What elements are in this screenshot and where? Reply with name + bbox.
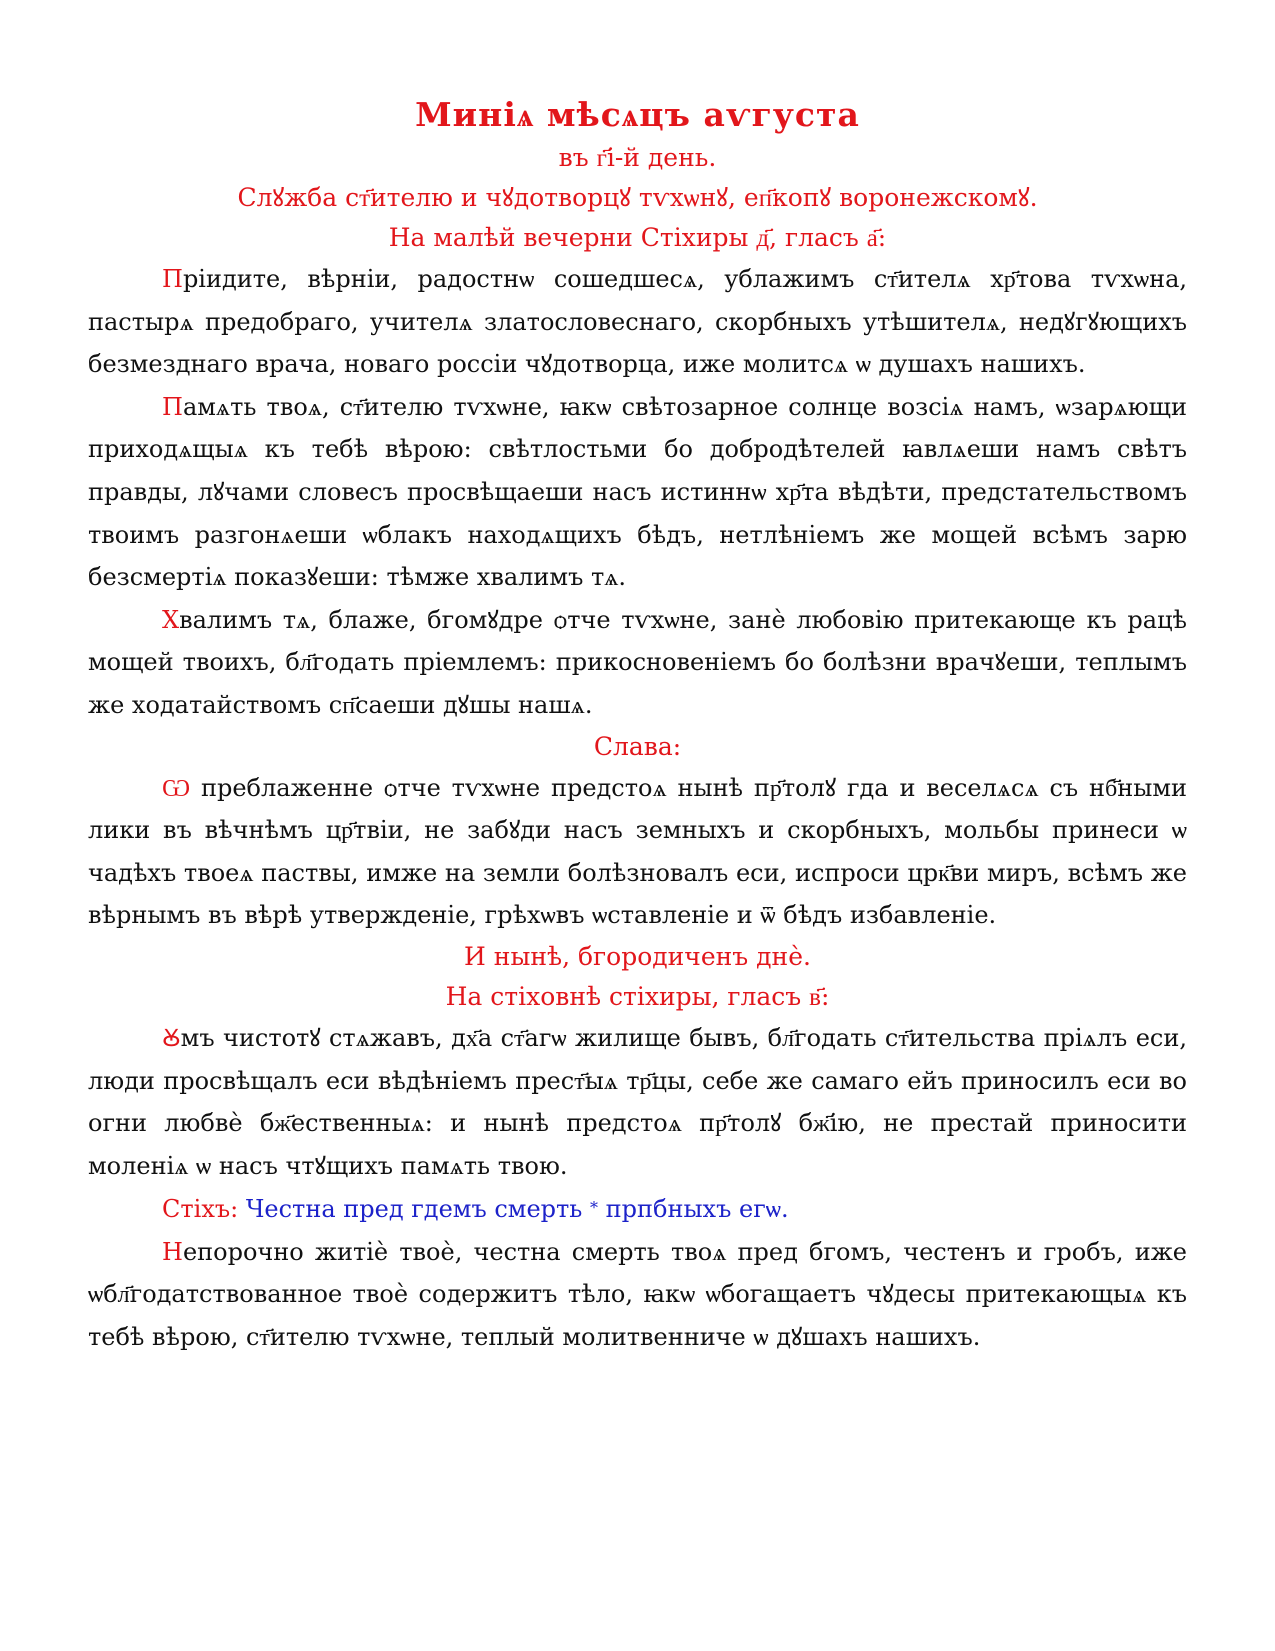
and-now-heading: И нынѣ, бгородиченъ днѐ. (464, 941, 811, 971)
verse-line (88, 1187, 1187, 1231)
sticheron-3 (88, 599, 1187, 727)
sticheron-text: преблаженне ѻтче тѵхѡне предстоѧ нынѣ пр҃толꙋ гда и веселѧсѧ съ нб҃ными лики въ вѣчнѣмъ цр҃твiи, не забꙋди насъ земныхъ и скорбныхъ, мольбы принеси ѡ чадѣхъ твоеѧ паствы, имже на земли болѣзновалъ еси, испроси црк҃ви миръ, всѣмъ же вѣрнымъ въ вѣрѣ утвержденiе, грѣхѡвъ ѡставленiе и ѿ бѣдъ избавленiе. (88, 773, 1187, 930)
small-vespers-heading: На малѣй вечерни Стiхиры д҃, гласъ а҃: (388, 223, 887, 252)
drop-initial: Ꙋ (162, 1023, 181, 1052)
verse-text: Честна пред гдемъ смерть (245, 1195, 583, 1224)
sticheron-2 (88, 386, 1187, 599)
verse-label: Стiхъ: (162, 1195, 239, 1224)
drop-initial: Н (162, 1237, 183, 1266)
aposticha-sticheron-2 (88, 1231, 1187, 1359)
sticheron-text: рiидите, вѣрнiи, радостнѡ сошедшесѧ, ублажимъ ст҃ителѧ хр҃това тѵхѡна, пастырѧ предобраго, учителѧ златословеснаго, скорбныхъ утѣшителѧ, недꙋгꙋющихъ безмезднаго врача, новаго россiи чꙋдотворца, иже молитсѧ ѡ душахъ нашихъ. (88, 265, 1187, 379)
drop-initial: П (162, 392, 183, 421)
aposticha-sticheron-1 (88, 1017, 1187, 1187)
service-title: Слꙋжба ст҃ителю и чꙋдотворцꙋ тѵхѡнꙋ, еп҃копꙋ воронежскомꙋ. (237, 183, 1038, 212)
sticheron-text: епорочно житiѐ твоѐ, честна смерть твоѧ пред бгомъ, честенъ и гробъ, иже ѡбл҃годатствованное твоѐ содержитъ тѣло, ꙗкѡ ѡбогащаетъ чꙋдесы притекающыѧ къ тебѣ вѣрою, ст҃ителю тѵхѡне, теплый молитвенниче ѡ дꙋшахъ нашихъ. (88, 1237, 1187, 1352)
drop-initial: П (162, 265, 183, 293)
star-icon: * (590, 1198, 599, 1218)
day-heading: въ г҃i-й день. (558, 143, 717, 172)
verse-text-end: прпбныхъ егѡ. (605, 1195, 789, 1224)
sticheron-1 (88, 258, 1187, 386)
sticheron-text: мъ чистотꙋ стѧжавъ, дх҃а ст҃агѡ жилище бывъ, бл҃годать ст҃ительства прiѧлъ еси, люди просвѣщалъ еси вѣдѣнiемъ прест҃ыѧ тр҃цы, себе же самаго ейъ приносилъ еси во огни любвѐ бж҃ественныѧ: и нынѣ предстоѧ пр҃толꙋ бж҃iю, не престай приносити моленiѧ ѡ насъ чтꙋщихъ памѧть твою. (88, 1023, 1187, 1180)
glory-heading: Слава: (593, 731, 682, 761)
aposticha-heading: На стiховнѣ стiхиры, гласъ в҃: (445, 981, 830, 1011)
page-title: Минiѧ мѣсѧцъ аѵгуста (415, 95, 860, 134)
glory-sticheron (88, 767, 1187, 937)
drop-initial: Ѡ (162, 773, 191, 802)
sticheron-text: валимъ тѧ, блаже, бгомꙋдре ѻтче тѵхѡне, занѐ любовiю притекающе къ рацѣ мощей твоихъ, бл҃годать прiемлемъ: прикосновенiемъ бо болѣзни врачꙋеши, теплымъ же ходатайствомъ сп҃саеши дꙋшы нашѧ. (88, 605, 1187, 719)
drop-initial: Х (162, 605, 180, 634)
sticheron-text: амѧть твоѧ, ст҃ителю тѵхѡне, ꙗкѡ свѣтозарное солнце возсiѧ намъ, ѡзарѧющи приходѧщыѧ къ тебѣ вѣрою: свѣтлостьми бо добродѣтелей ꙗвлѧеши намъ свѣтъ правды, лꙋчами словесъ просвѣщаеши насъ истиннѡ хр҃та вѣдѣти, предстательствомъ твоимъ разгонѧеши ѡблакъ находѧщихъ бѣдъ, нетлѣнiемъ же мощей всѣмъ зарю безсмертiѧ показꙋеши: тѣмже хвалимъ тѧ. (88, 392, 1187, 592)
